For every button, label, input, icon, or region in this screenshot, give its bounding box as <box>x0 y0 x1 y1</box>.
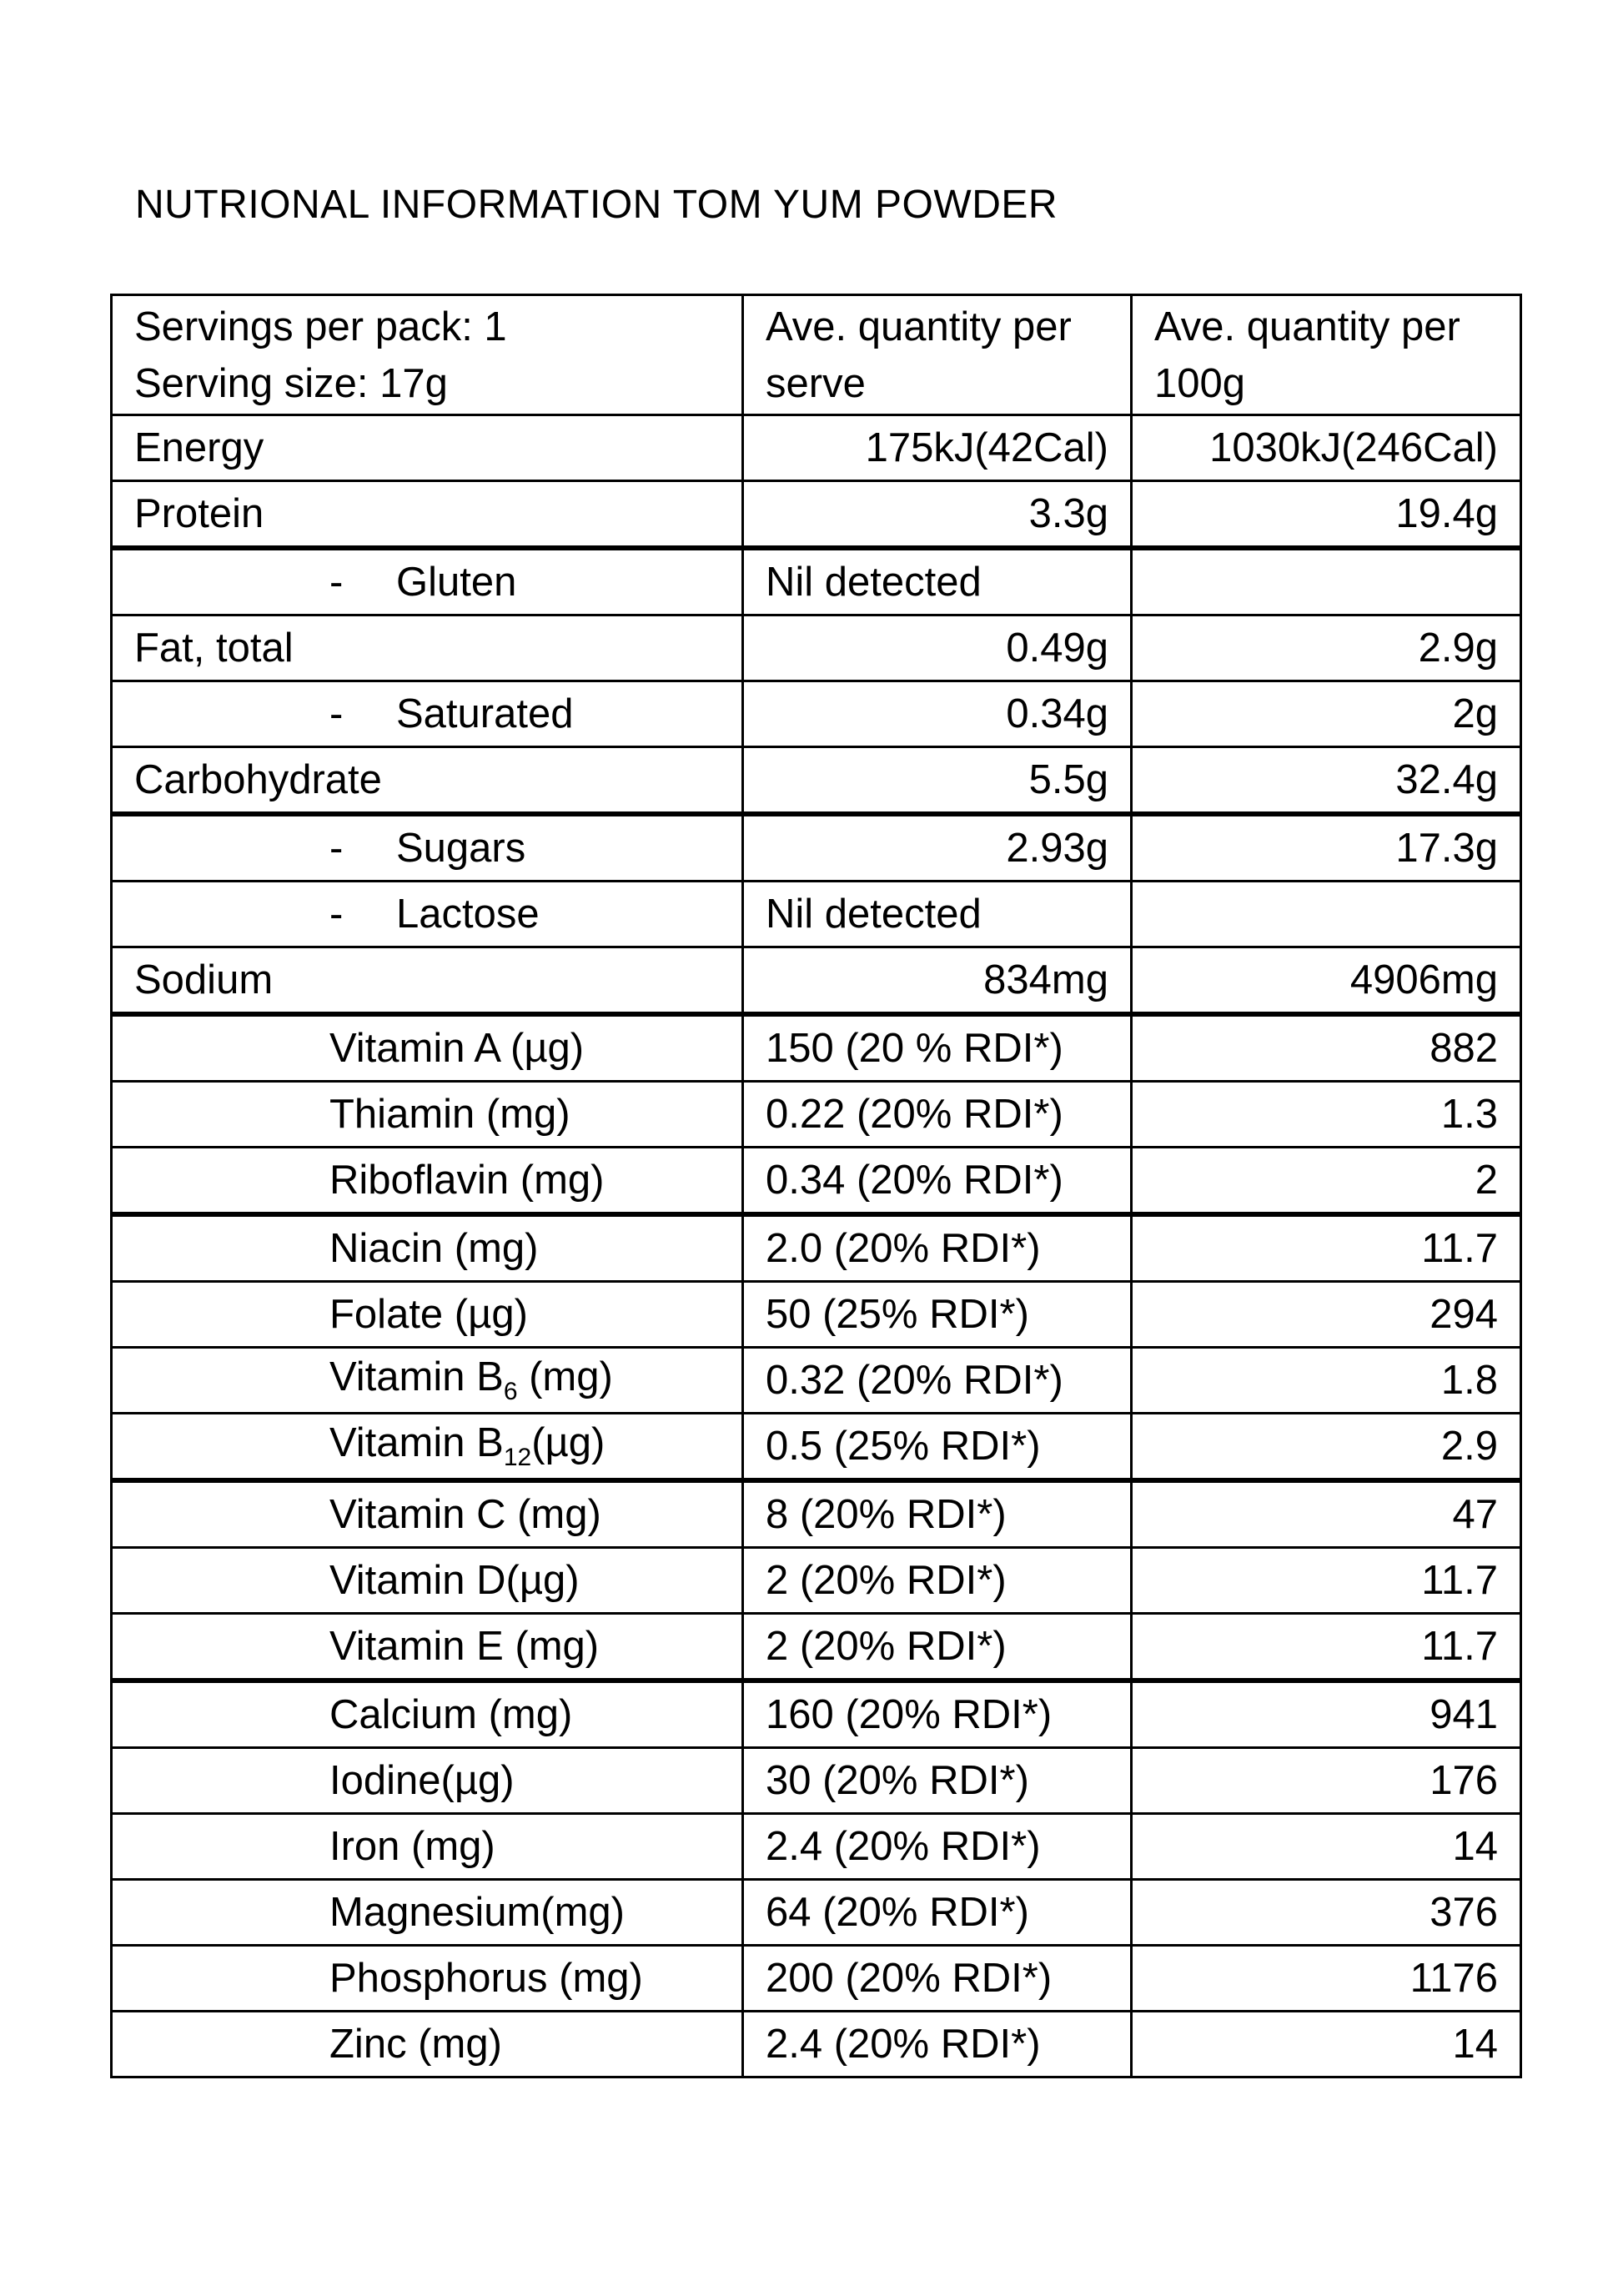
per-100g-value: 4906mg <box>1132 947 1521 1015</box>
per-serve-value: 2 (20% RDI*) <box>743 1614 1132 1681</box>
per-serve-value: 2 (20% RDI*) <box>743 1548 1132 1614</box>
per-serve-value: 2.4 (20% RDI*) <box>743 1814 1132 1880</box>
table-row <box>112 1014 1521 1082</box>
table-row <box>112 1214 1521 1282</box>
nutrient-label: Vitamin C (mg) <box>112 1480 743 1548</box>
table-row <box>112 1348 1521 1414</box>
per-100g-value: 1.8 <box>1132 1348 1521 1414</box>
nutrient-label: Niacin (mg) <box>112 1214 743 1282</box>
per-100g-value: 1.3 <box>1132 1082 1521 1148</box>
per-serve-value: 50 (25% RDI*) <box>743 1282 1132 1348</box>
nutrient-label <box>112 681 743 747</box>
per-100g-value: 294 <box>1132 1282 1521 1348</box>
table-row <box>112 2012 1521 2077</box>
nutrient-label <box>112 1414 743 1481</box>
nutrient-label: Zinc (mg) <box>112 2012 743 2077</box>
table-row <box>112 1082 1521 1148</box>
table-row <box>112 548 1521 615</box>
per-100g-value: 2g <box>1132 681 1521 747</box>
table-row <box>112 1414 1521 1481</box>
table-row <box>112 947 1521 1015</box>
table-row <box>112 681 1521 747</box>
per-100g-header <box>1132 295 1521 415</box>
per-100g-value: 176 <box>1132 1748 1521 1814</box>
table-row <box>112 1880 1521 1946</box>
nutrient-label: Riboflavin (mg) <box>112 1148 743 1215</box>
per-100g-value: 17.3g <box>1132 814 1521 882</box>
per-100g-value: 14 <box>1132 1814 1521 1880</box>
per-serve-value: 2.0 (20% RDI*) <box>743 1214 1132 1282</box>
vitamin-b6-unit: (mg) <box>517 1354 613 1399</box>
table-row <box>112 1748 1521 1814</box>
serving-size: Serving size: 17g <box>134 360 448 406</box>
sub-item-dash: - <box>329 825 344 871</box>
nutrition-table <box>110 294 1522 2078</box>
vitamin-b12-unit: (µg) <box>531 1419 605 1465</box>
vitamin-b12-prefix: Vitamin B <box>329 1419 504 1465</box>
per-serve-value: 834mg <box>743 947 1132 1015</box>
per-serve-header-line1: Ave. quantity per <box>766 304 1072 349</box>
nutrient-label: Vitamin A (µg) <box>112 1014 743 1082</box>
per-serve-header <box>743 295 1132 415</box>
per-serve-value: 150 (20 % RDI*) <box>743 1014 1132 1082</box>
table-row <box>112 415 1521 481</box>
sub-item-dash: - <box>329 559 344 605</box>
per-100g-value: 14 <box>1132 2012 1521 2077</box>
per-serve-header-line2: serve <box>766 360 866 406</box>
nutrient-label <box>112 814 743 882</box>
per-serve-value: 0.5 (25% RDI*) <box>743 1414 1132 1481</box>
nutrient-label: Energy <box>112 415 743 481</box>
per-100g-value: 1176 <box>1132 1946 1521 2012</box>
serving-info-cell <box>112 295 743 415</box>
nutrient-label: Phosphorus (mg) <box>112 1946 743 2012</box>
per-100g-value: 2.9 <box>1132 1414 1521 1481</box>
per-100g-value: 2 <box>1132 1148 1521 1215</box>
per-100g-value: 1030kJ(246Cal) <box>1132 415 1521 481</box>
table-row <box>112 814 1521 882</box>
per-serve-value: 5.5g <box>743 747 1132 815</box>
per-100g-value <box>1132 548 1521 615</box>
per-100g-header-line1: Ave. quantity per <box>1154 304 1460 349</box>
per-serve-value: 3.3g <box>743 481 1132 549</box>
table-header-row <box>112 295 1521 415</box>
per-serve-value: 30 (20% RDI*) <box>743 1748 1132 1814</box>
per-100g-value: 11.7 <box>1132 1614 1521 1681</box>
sub-item-dash: - <box>329 691 344 736</box>
nutrient-label: Sodium <box>112 947 743 1015</box>
table-row <box>112 1814 1521 1880</box>
vitamin-b12-subscript: 12 <box>503 1443 532 1471</box>
table-row <box>112 1548 1521 1614</box>
per-100g-value: 11.7 <box>1132 1214 1521 1282</box>
per-serve-value: Nil detected <box>743 882 1132 947</box>
per-serve-value: 0.34 (20% RDI*) <box>743 1148 1132 1215</box>
table-row <box>112 1946 1521 2012</box>
nutrient-label <box>112 882 743 947</box>
per-100g-header-line2: 100g <box>1154 360 1246 406</box>
per-serve-value: 200 (20% RDI*) <box>743 1946 1132 2012</box>
nutrient-label: Magnesium(mg) <box>112 1880 743 1946</box>
per-100g-value: 11.7 <box>1132 1548 1521 1614</box>
per-serve-value: 2.93g <box>743 814 1132 882</box>
sub-item-dash: - <box>329 891 344 937</box>
table-row <box>112 1681 1521 1748</box>
nutrient-label <box>112 548 743 615</box>
nutrient-label: Carbohydrate <box>112 747 743 815</box>
per-serve-value: 8 (20% RDI*) <box>743 1480 1132 1548</box>
per-100g-value: 2.9g <box>1132 615 1521 681</box>
document-title: NUTRIONAL INFORMATION TOM YUM POWDER <box>135 183 1058 227</box>
sub-item-label: Sugars <box>396 825 526 871</box>
table-row <box>112 882 1521 947</box>
per-100g-value: 882 <box>1132 1014 1521 1082</box>
sub-item-label: Lactose <box>396 891 540 937</box>
per-serve-value: 0.22 (20% RDI*) <box>743 1082 1132 1148</box>
vitamin-b6-prefix: Vitamin B <box>329 1354 504 1399</box>
per-100g-value: 941 <box>1132 1681 1521 1748</box>
nutrient-label: Thiamin (mg) <box>112 1082 743 1148</box>
per-100g-value: 47 <box>1132 1480 1521 1548</box>
per-serve-value: 64 (20% RDI*) <box>743 1880 1132 1946</box>
per-100g-value: 376 <box>1132 1880 1521 1946</box>
table-row <box>112 1148 1521 1215</box>
per-serve-value: 0.49g <box>743 615 1132 681</box>
nutrient-label: Iodine(µg) <box>112 1748 743 1814</box>
table-row <box>112 1282 1521 1348</box>
per-serve-value: Nil detected <box>743 548 1132 615</box>
per-100g-value <box>1132 882 1521 947</box>
nutrient-label: Vitamin E (mg) <box>112 1614 743 1681</box>
per-100g-value: 19.4g <box>1132 481 1521 549</box>
per-serve-value: 175kJ(42Cal) <box>743 415 1132 481</box>
vitamin-b6-subscript: 6 <box>503 1377 518 1405</box>
table-row <box>112 481 1521 549</box>
nutrient-label: Folate (µg) <box>112 1282 743 1348</box>
table-row <box>112 615 1521 681</box>
nutrient-label: Iron (mg) <box>112 1814 743 1880</box>
sub-item-label: Gluten <box>396 559 517 605</box>
table-row <box>112 747 1521 815</box>
nutrient-label: Protein <box>112 481 743 549</box>
sub-item-label: Saturated <box>396 691 574 736</box>
per-serve-value: 160 (20% RDI*) <box>743 1681 1132 1748</box>
nutrient-label: Vitamin D(µg) <box>112 1548 743 1614</box>
nutrient-label: Fat, total <box>112 615 743 681</box>
per-serve-value: 2.4 (20% RDI*) <box>743 2012 1132 2077</box>
servings-per-pack: Servings per pack: 1 <box>134 304 507 349</box>
per-100g-value: 32.4g <box>1132 747 1521 815</box>
per-serve-value: 0.34g <box>743 681 1132 747</box>
nutrient-label <box>112 1348 743 1414</box>
nutrient-label: Calcium (mg) <box>112 1681 743 1748</box>
per-serve-value: 0.32 (20% RDI*) <box>743 1348 1132 1414</box>
table-row <box>112 1614 1521 1681</box>
table-row <box>112 1480 1521 1548</box>
